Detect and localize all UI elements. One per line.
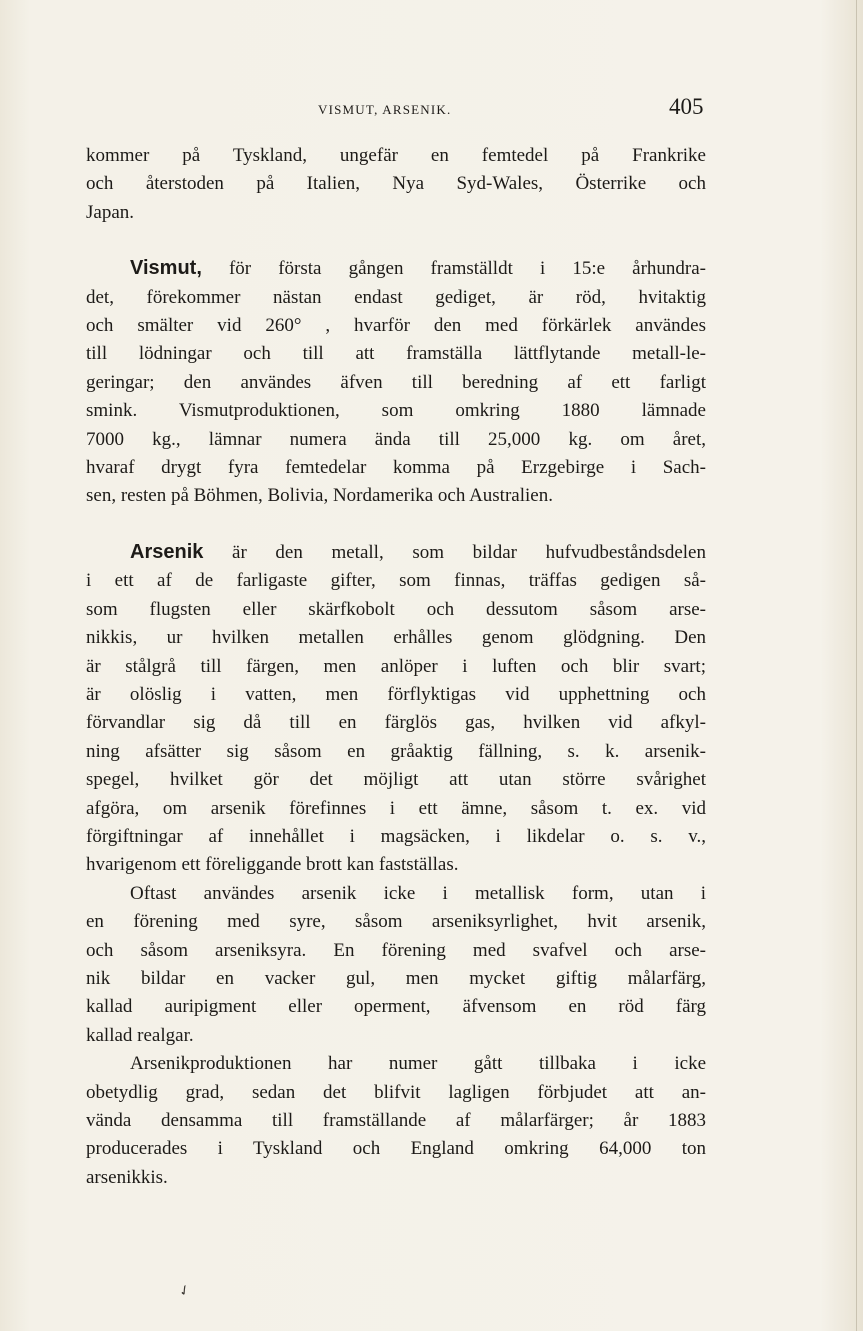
text-fragment: för första gången framställdt i 15:e århundra- bbox=[201, 258, 706, 280]
text-line: kallad auripigment eller operment, äfvensom en röd färg bbox=[86, 996, 706, 1018]
text-line: och smälter vid 260° , hvarför den med förkärlek användes bbox=[86, 315, 706, 337]
text-line: spegel, hvilket gör det möjligt att utan större svårighet bbox=[86, 769, 706, 791]
text-line bbox=[86, 538, 706, 567]
text-line: som flugsten eller skärfkobolt och dessutom såsom arse- bbox=[86, 598, 706, 620]
text-line: förgiftningar af innehållet i magsäcken, i likdelar o. s. v., bbox=[86, 825, 706, 847]
ink-speck-icon: ✓ bbox=[175, 1281, 194, 1301]
text-line: en förening med syre, såsom arseniksyrlighet, hvit arsenik, bbox=[86, 911, 706, 933]
paragraph-arsenik bbox=[86, 538, 706, 880]
text-line: hvaraf drygt fyra femtedelar komma på Erzgebirge i Sach- bbox=[86, 457, 706, 479]
page-number: 405 bbox=[669, 94, 704, 119]
paragraph-arsenik-production bbox=[86, 1050, 706, 1192]
paragraph-continuation bbox=[86, 142, 706, 227]
section-keyword-arsenik: Arsenik bbox=[130, 540, 204, 563]
text-line: afgöra, om arsenik förefinnes i ett ämne, såsom t. ex. vid bbox=[86, 797, 706, 819]
text-line: ning afsätter sig såsom en gråaktig fällning, s. k. arsenik- bbox=[86, 740, 706, 762]
page-edge-divider bbox=[856, 0, 857, 1331]
text-line: i ett af de farligaste gifter, som finnas, träffas gedigen så- bbox=[86, 570, 706, 592]
section-keyword-vismut: Vismut, bbox=[130, 257, 202, 280]
text-line: kommer på Tyskland, ungefär en femtedel på Frankrike bbox=[86, 145, 706, 166]
text-line: Oftast användes arsenik icke i metallisk form, utan i bbox=[130, 882, 706, 904]
text-line: obetydlig grad, sedan det blifvit lagligen förbjudet att an- bbox=[86, 1081, 706, 1103]
text-line: hvarigenom ett föreliggande brott kan fastställas. bbox=[86, 854, 459, 876]
text-line: det, förekommer nästan endast gediget, är röd, hvitaktig bbox=[86, 286, 706, 308]
body-text bbox=[86, 142, 706, 1192]
text-line: till lödningar och till att framställa lättflytande metall-le- bbox=[86, 343, 706, 365]
paragraph-vismut bbox=[86, 254, 706, 511]
text-line: är olöslig i vatten, men förflyktigas vid upphettning och bbox=[86, 683, 706, 705]
text-line: smink. Vismutproduktionen, som omkring 1880 lämnade bbox=[86, 400, 706, 422]
text-line: och såsom arseniksyra. En förening med svafvel och arse- bbox=[86, 939, 706, 961]
text-fragment: är den metall, som bildar hufvudbeståndsdelen bbox=[203, 541, 706, 563]
text-line: sen, resten på Böhmen, Bolivia, Nordamerika och Australien. bbox=[86, 485, 553, 507]
text-line: nikkis, ur hvilken metallen erhålles genom glödgning. Den bbox=[86, 627, 706, 649]
text-line: Japan. bbox=[86, 201, 135, 223]
text-line: vända densamma till framställande af målarfärger; år 1883 bbox=[86, 1110, 706, 1131]
text-line: kallad realgar. bbox=[86, 1024, 194, 1046]
running-head: VISMUT, ARSENIK. bbox=[318, 102, 452, 117]
text-line: är stålgrå till färgen, men anlöper i luften och blir svart; bbox=[86, 655, 706, 677]
text-line: arsenikkis. bbox=[86, 1166, 168, 1188]
text-line: Arsenikproduktionen har numer gått tillbaka i icke bbox=[130, 1053, 706, 1075]
paragraph-arsenik-forms bbox=[86, 880, 706, 1050]
text-line: nik bildar en vacker gul, men mycket giftig målarfärg, bbox=[86, 967, 706, 989]
text-line: 7000 kg., lämnar numera ända till 25,000 kg. om året, bbox=[86, 428, 706, 450]
text-line: förvandlar sig då till en färglös gas, hvilken vid afkyl- bbox=[86, 712, 706, 734]
text-line bbox=[86, 254, 706, 283]
text-line: geringar; den användes äfven till beredning af ett farligt bbox=[86, 371, 706, 393]
text-line: och återstoden på Italien, Nya Syd-Wales, Österrike och bbox=[86, 173, 706, 195]
text-line: producerades i Tyskland och England omkring 64,000 ton bbox=[86, 1138, 706, 1160]
